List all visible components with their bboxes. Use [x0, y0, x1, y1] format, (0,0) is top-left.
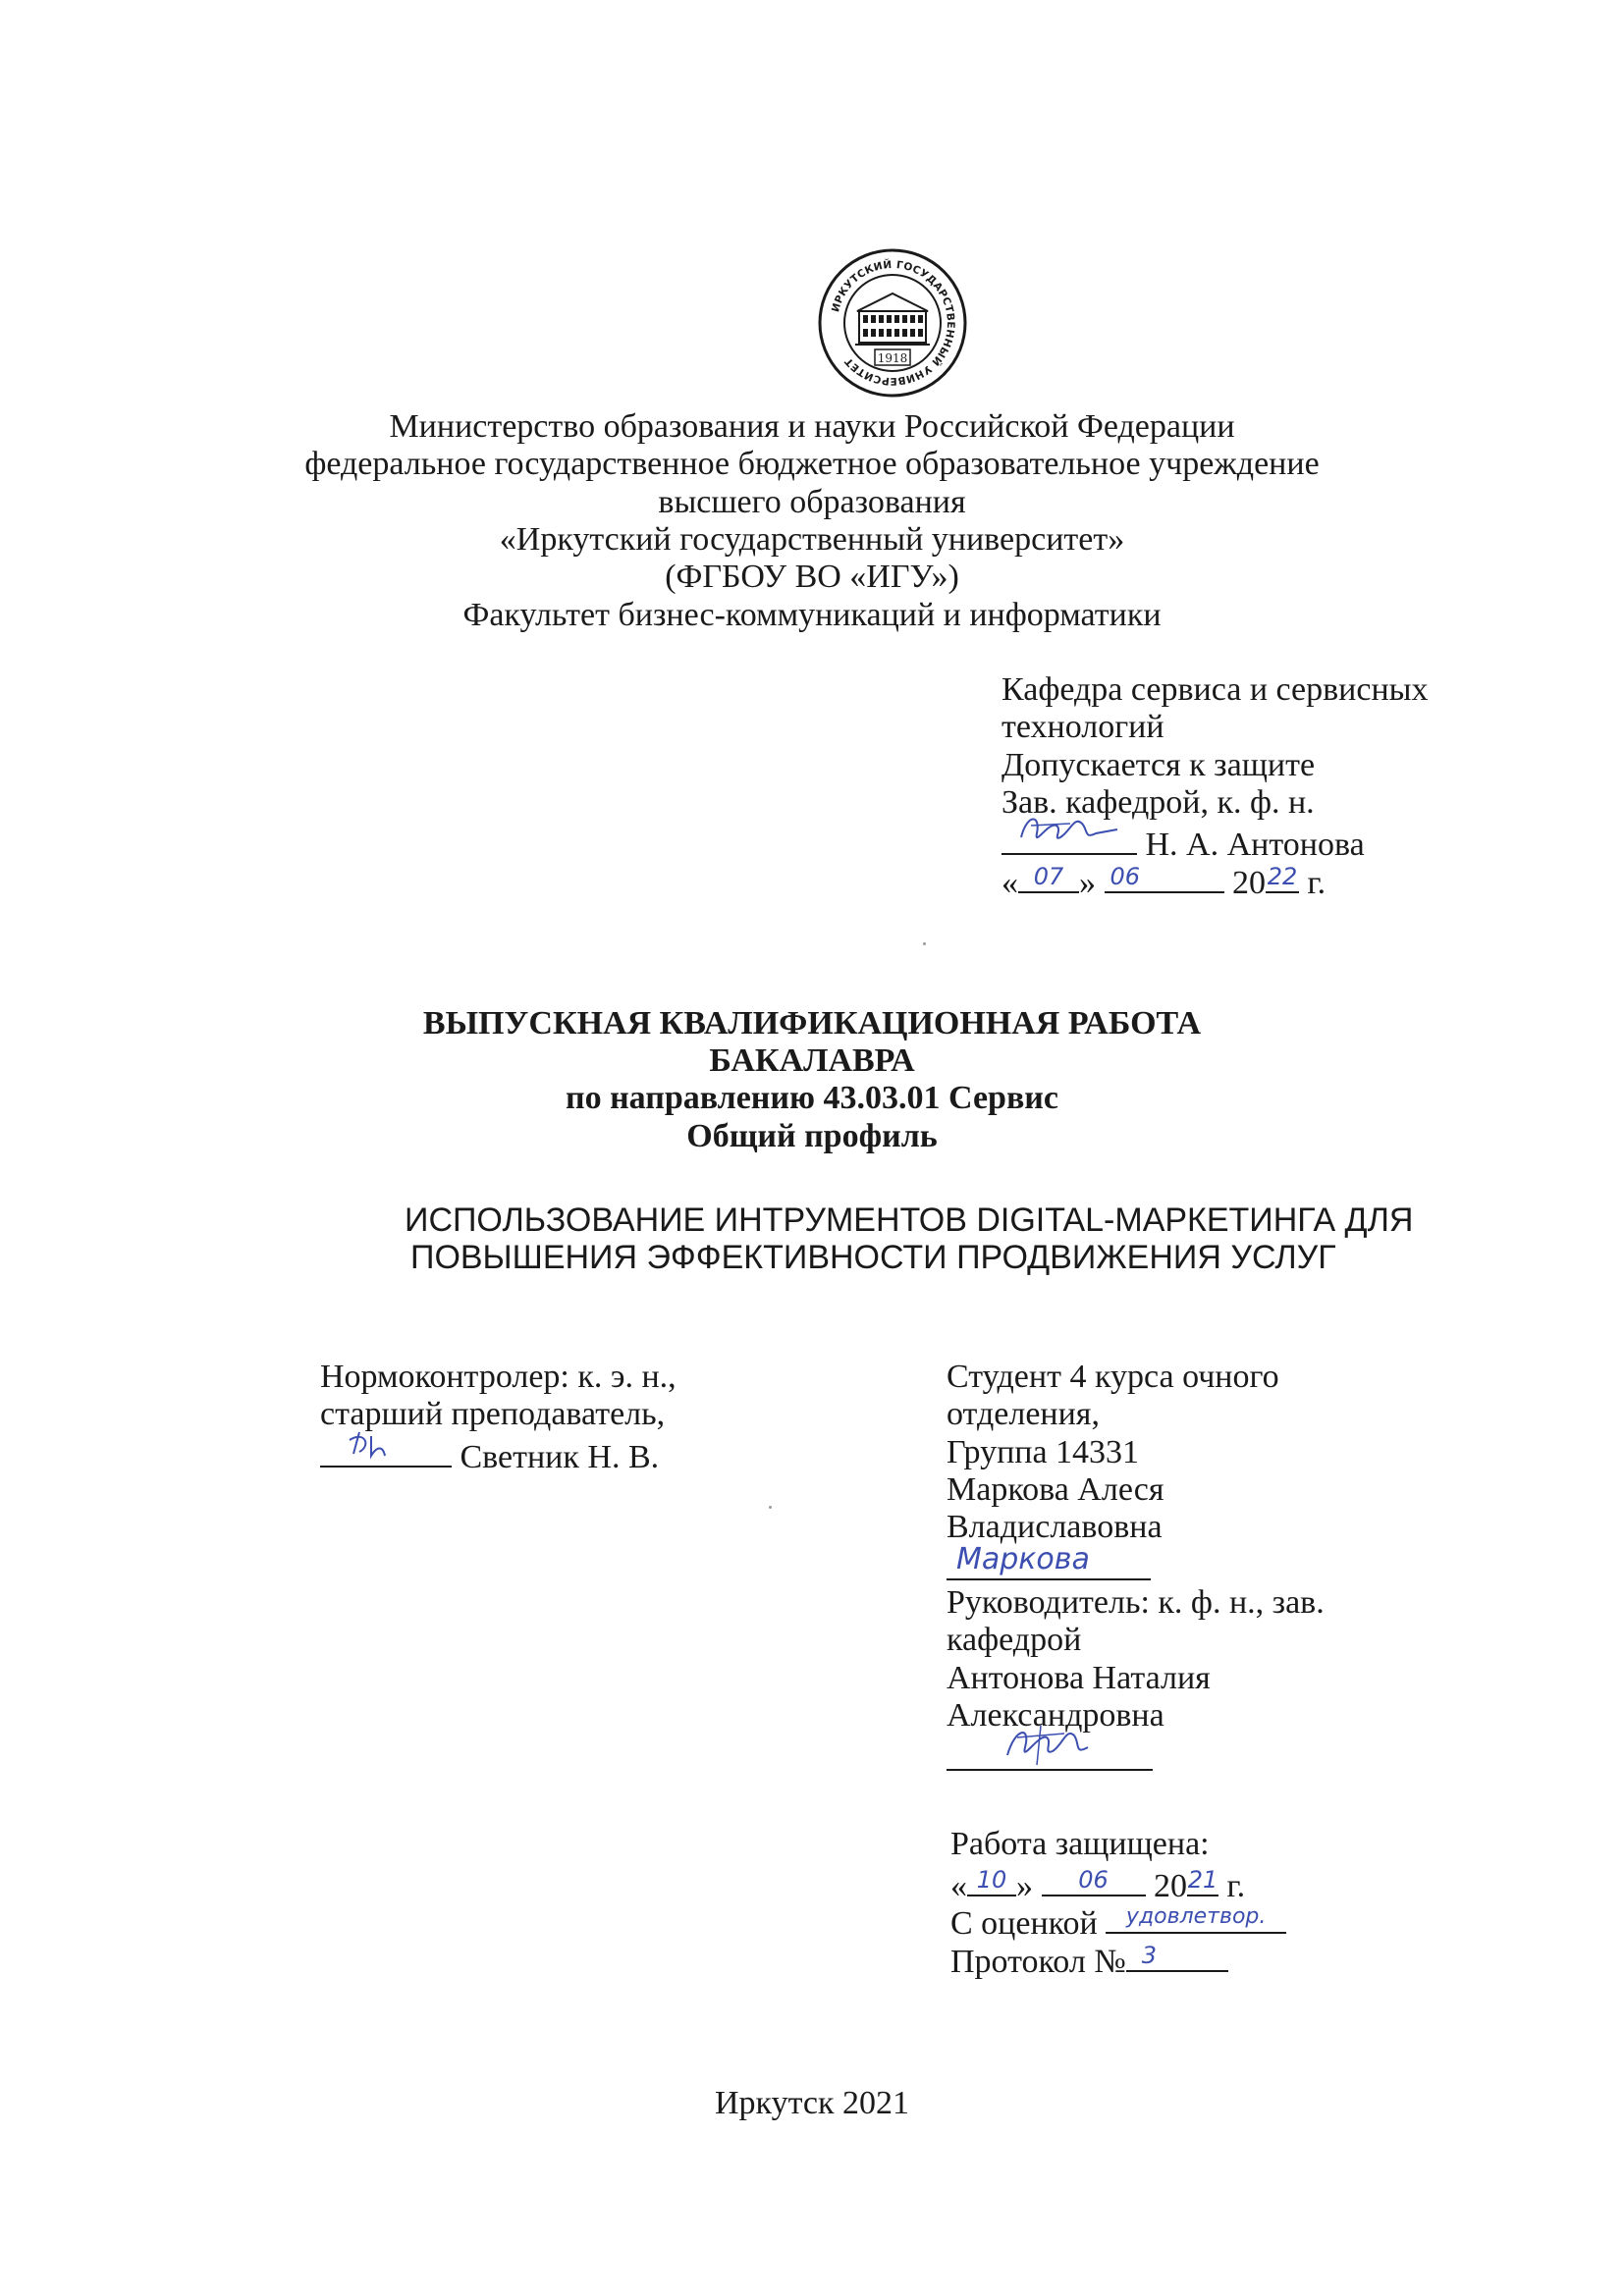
head-name: Н. А. Антонова: [1145, 827, 1365, 863]
defense-open-quote: «: [950, 1868, 967, 1904]
normcontrol-signature: [320, 1420, 452, 1468]
supervisor-signature: [947, 1716, 1153, 1773]
student-group: Группа 14331: [947, 1434, 1140, 1470]
university-emblem: [818, 248, 967, 398]
supervisor-line-1: Руководитель: к. ф. н., зав.: [947, 1584, 1325, 1621]
head-signature-line: [1001, 822, 1365, 864]
protocol-blank: [1126, 1939, 1228, 1972]
approval-year-prefix: 20: [1232, 865, 1266, 901]
normcontrol-signature-blank: [320, 1434, 452, 1468]
protocol-number: 3: [1141, 1942, 1158, 1969]
approval-day-blank: [1018, 860, 1079, 893]
protocol-label: Протокол №: [950, 1944, 1126, 1980]
defense-year-mark: г.: [1226, 1868, 1246, 1904]
student-line-1: Студент 4 курса очного: [947, 1359, 1279, 1395]
institution-type-line: федеральное государственное бюджетное образовательное учреждение: [304, 446, 1320, 482]
defense-day-blank: [967, 1863, 1016, 1896]
student-signature-line: [947, 1542, 1151, 1589]
normcontrol-line-2: старший преподаватель,: [320, 1396, 666, 1432]
svg-text:ИРКУТСКИЙ ГОСУДАРСТВЕННЫЙ УНИВ: [830, 258, 956, 387]
supervisor-line-2: кафедрой: [947, 1622, 1082, 1658]
defense-label: Работа защищена:: [950, 1826, 1210, 1862]
department-line-1: Кафедра сервиса и сервисных: [1001, 671, 1429, 708]
supervisor-name-line-2: Александровна: [947, 1697, 1164, 1734]
normcontrol-line-1: Нормоконтролер: к. э. н.,: [320, 1359, 677, 1395]
university-name: «Иркутский государственный университет»: [499, 521, 1125, 558]
defense-month-blank: [1042, 1863, 1146, 1896]
head-signature: [1001, 808, 1137, 855]
city-year: Иркутск 2021: [715, 2085, 909, 2121]
department-line-2: технологий: [1001, 709, 1164, 745]
head-signature-blank: [1001, 822, 1137, 855]
degree-title: БАКАЛАВРА: [709, 1042, 915, 1079]
scan-speck: [923, 942, 926, 945]
normcontroller-name: Светник Н. В.: [460, 1439, 660, 1475]
emblem-year: 1918: [877, 351, 908, 365]
supervisor-name-line-1: Антонова Наталия: [947, 1660, 1211, 1696]
education-level-line: высшего образования: [658, 484, 966, 520]
approval-month: 06: [1110, 863, 1141, 890]
protocol-line: [950, 1939, 1228, 1981]
defense-date-line: [950, 1863, 1245, 1905]
supervisor-signature-line: [947, 1737, 1153, 1780]
defense-day: 10: [976, 1866, 1007, 1894]
emblem-ring-text: ИРКУТСКИЙ ГОСУДАРСТВЕННЫЙ УНИВЕРСИТЕТ: [830, 258, 957, 388]
approval-open-quote: «: [1001, 865, 1018, 901]
grade-label: С оценкой: [950, 1905, 1098, 1942]
grade-blank: [1106, 1900, 1286, 1934]
student-line-2: отделения,: [947, 1396, 1100, 1432]
grade-value: удовлетвор.: [1125, 1904, 1267, 1929]
student-name-line-1: Маркова Алеся: [947, 1471, 1164, 1508]
supervisor-signature-blank: [947, 1737, 1153, 1771]
topic-line-1: ИСПОЛЬЗОВАНИЕ ИНТРУМЕНТОВ DIGITAL-МАРКЕТИНГА ДЛЯ: [405, 1201, 1414, 1239]
profile-line: Общий профиль: [686, 1118, 938, 1154]
approval-month-blank: [1105, 860, 1224, 893]
defense-year-blank: [1187, 1863, 1218, 1896]
university-abbreviation: (ФГБОУ ВО «ИГУ»): [665, 559, 959, 595]
student-signature: Маркова: [956, 1542, 1090, 1576]
ministry-line: Министерство образования и науки Российской Федерации: [389, 408, 1235, 445]
defense-month: 06: [1078, 1866, 1109, 1894]
approval-year-blank: [1266, 860, 1299, 893]
defense-close-quote: »: [1016, 1868, 1033, 1904]
approval-close-quote: »: [1079, 865, 1096, 901]
approval-year-mark: г.: [1307, 865, 1326, 901]
work-type-title: ВЫПУСКНАЯ КВАЛИФИКАЦИОННАЯ РАБОТА: [422, 1005, 1202, 1041]
approval-date-line: [1001, 860, 1326, 902]
defense-year-prefix: 20: [1154, 1868, 1187, 1904]
direction-line: по направлению 43.03.01 Сервис: [566, 1080, 1058, 1116]
head-of-department-title: Зав. кафедрой, к. ф. н.: [1001, 784, 1315, 821]
grade-line: [950, 1900, 1286, 1943]
student-name-line-2: Владиславовна: [947, 1509, 1163, 1545]
scan-speck: [769, 1506, 772, 1509]
approval-year-suffix: 22: [1267, 863, 1298, 890]
normcontrol-signature-line: [320, 1434, 659, 1476]
approval-day: 07: [1033, 863, 1064, 890]
faculty-name: Факультет бизнес-коммуникаций и информатики: [462, 597, 1162, 633]
admitted-to-defense: Допускается к защите: [1001, 747, 1316, 783]
student-signature-blank: [947, 1542, 1151, 1580]
topic-line-2: ПОВЫШЕНИЯ ЭФФЕКТИВНОСТИ ПРОДВИЖЕНИЯ УСЛУГ: [410, 1239, 1336, 1276]
defense-year-suffix: 21: [1187, 1866, 1218, 1894]
